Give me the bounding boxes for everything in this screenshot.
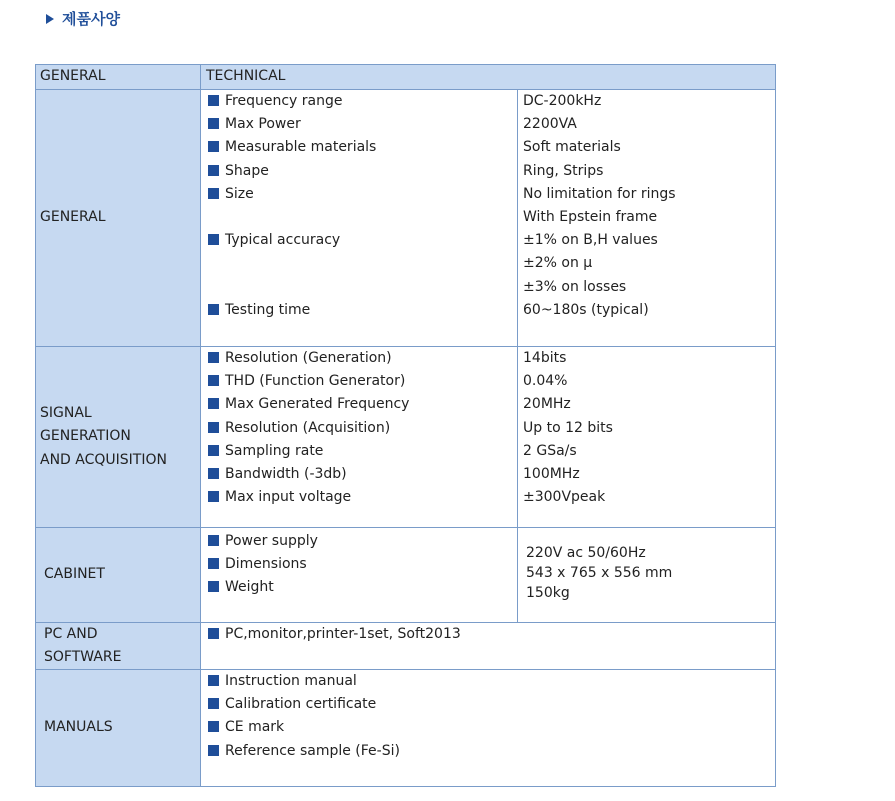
square-bullet-icon — [208, 581, 219, 592]
list-item: Calibration certificate — [208, 693, 775, 716]
section-title-text: 제품사양 — [62, 10, 120, 28]
list-item: Size — [208, 183, 517, 206]
cabinet-items — [201, 528, 518, 622]
square-bullet-icon — [208, 628, 219, 639]
square-bullet-icon — [208, 118, 219, 129]
value-text: ±2% on μ — [523, 255, 593, 272]
square-bullet-icon — [208, 165, 219, 176]
square-bullet-icon — [208, 304, 219, 315]
value-text: With Epstein frame — [523, 208, 658, 225]
pc-software-items — [201, 623, 775, 669]
list-item: THD (Function Generator) — [208, 370, 517, 393]
square-bullet-icon — [208, 445, 219, 456]
list-item: Instruction manual — [208, 670, 775, 693]
pc-software-row — [36, 623, 775, 670]
list-item: PC,monitor,printer-1set, Soft2013 — [208, 623, 775, 646]
list-item: Max input voltage — [208, 486, 517, 509]
list-item: Power supply — [208, 530, 517, 553]
signal-values — [518, 347, 775, 527]
list-item: Reference sample (Fe-Si) — [208, 740, 775, 763]
list-item: Testing time — [208, 299, 517, 322]
square-bullet-icon — [208, 352, 219, 363]
value-text: Up to 12 bits — [523, 419, 613, 436]
value-text: 60~180s (typical) — [523, 301, 649, 318]
list-item: Resolution (Generation) — [208, 347, 517, 370]
list-item: Bandwidth (-3db) — [208, 463, 517, 486]
square-bullet-icon — [208, 188, 219, 199]
square-bullet-icon — [208, 422, 219, 433]
square-bullet-icon — [208, 398, 219, 409]
cabinet-label: CABINET — [36, 528, 201, 622]
pc-software-label: PC AND SOFTWARE — [36, 623, 201, 669]
square-bullet-icon — [208, 721, 219, 732]
value-text: 0.04% — [523, 373, 568, 390]
manuals-items — [201, 670, 775, 786]
value-text: ±3% on losses — [523, 278, 627, 295]
value-text: ±1% on B,H values — [523, 232, 658, 249]
list-item: Weight — [208, 576, 517, 599]
signal-label: SIGNAL GENERATION AND ACQUISITION — [36, 347, 201, 527]
list-item: Sampling rate — [208, 440, 517, 463]
square-bullet-icon — [208, 141, 219, 152]
value-text: DC-200kHz — [523, 93, 602, 109]
square-bullet-icon — [208, 491, 219, 502]
general-items — [201, 90, 518, 346]
value-text: 543 x 765 x 556 mm — [526, 565, 673, 581]
value-text: ±300Vpeak — [523, 489, 606, 506]
value-text: Ring, Strips — [523, 162, 604, 179]
list-item: Typical accuracy — [208, 229, 517, 252]
value-text: 150kg — [526, 585, 570, 601]
value-text: 2200VA — [523, 116, 577, 133]
signal-items — [201, 347, 518, 527]
cabinet-values — [518, 528, 775, 622]
header-col-technical: TECHNICAL — [201, 65, 775, 89]
square-bullet-icon — [208, 558, 219, 569]
value-text: 20MHz — [523, 396, 571, 413]
value-text: 100MHz — [523, 465, 580, 482]
list-item: Dimensions — [208, 553, 517, 576]
general-values — [518, 90, 775, 346]
value-text: No limitation for rings — [523, 185, 676, 202]
list-item: Max Generated Frequency — [208, 393, 517, 416]
value-text: 14bits — [523, 350, 567, 366]
manuals-row — [36, 670, 775, 787]
list-item: Max Power — [208, 113, 517, 136]
list-item: CE mark — [208, 716, 775, 739]
value-text: 2 GSa/s — [523, 442, 577, 459]
value-text: Soft materials — [523, 139, 621, 156]
triangle-bullet-icon — [46, 14, 54, 24]
general-row — [36, 90, 775, 347]
cabinet-row — [36, 528, 775, 623]
square-bullet-icon — [208, 745, 219, 756]
header-col-general: GENERAL — [36, 65, 201, 89]
square-bullet-icon — [208, 535, 219, 546]
square-bullet-icon — [208, 234, 219, 245]
section-title — [46, 8, 120, 29]
square-bullet-icon — [208, 468, 219, 479]
square-bullet-icon — [208, 698, 219, 709]
table-header-row — [36, 65, 775, 90]
list-item: Measurable materials — [208, 136, 517, 159]
spec-table — [35, 64, 776, 787]
signal-row — [36, 347, 775, 528]
manuals-label: MANUALS — [36, 670, 201, 786]
square-bullet-icon — [208, 675, 219, 686]
list-item: Frequency range — [208, 90, 517, 113]
list-item: Shape — [208, 160, 517, 183]
general-label: GENERAL — [36, 90, 201, 346]
square-bullet-icon — [208, 95, 219, 106]
square-bullet-icon — [208, 375, 219, 386]
value-text: 220V ac 50/60Hz — [526, 545, 646, 561]
list-item: Resolution (Acquisition) — [208, 417, 517, 440]
